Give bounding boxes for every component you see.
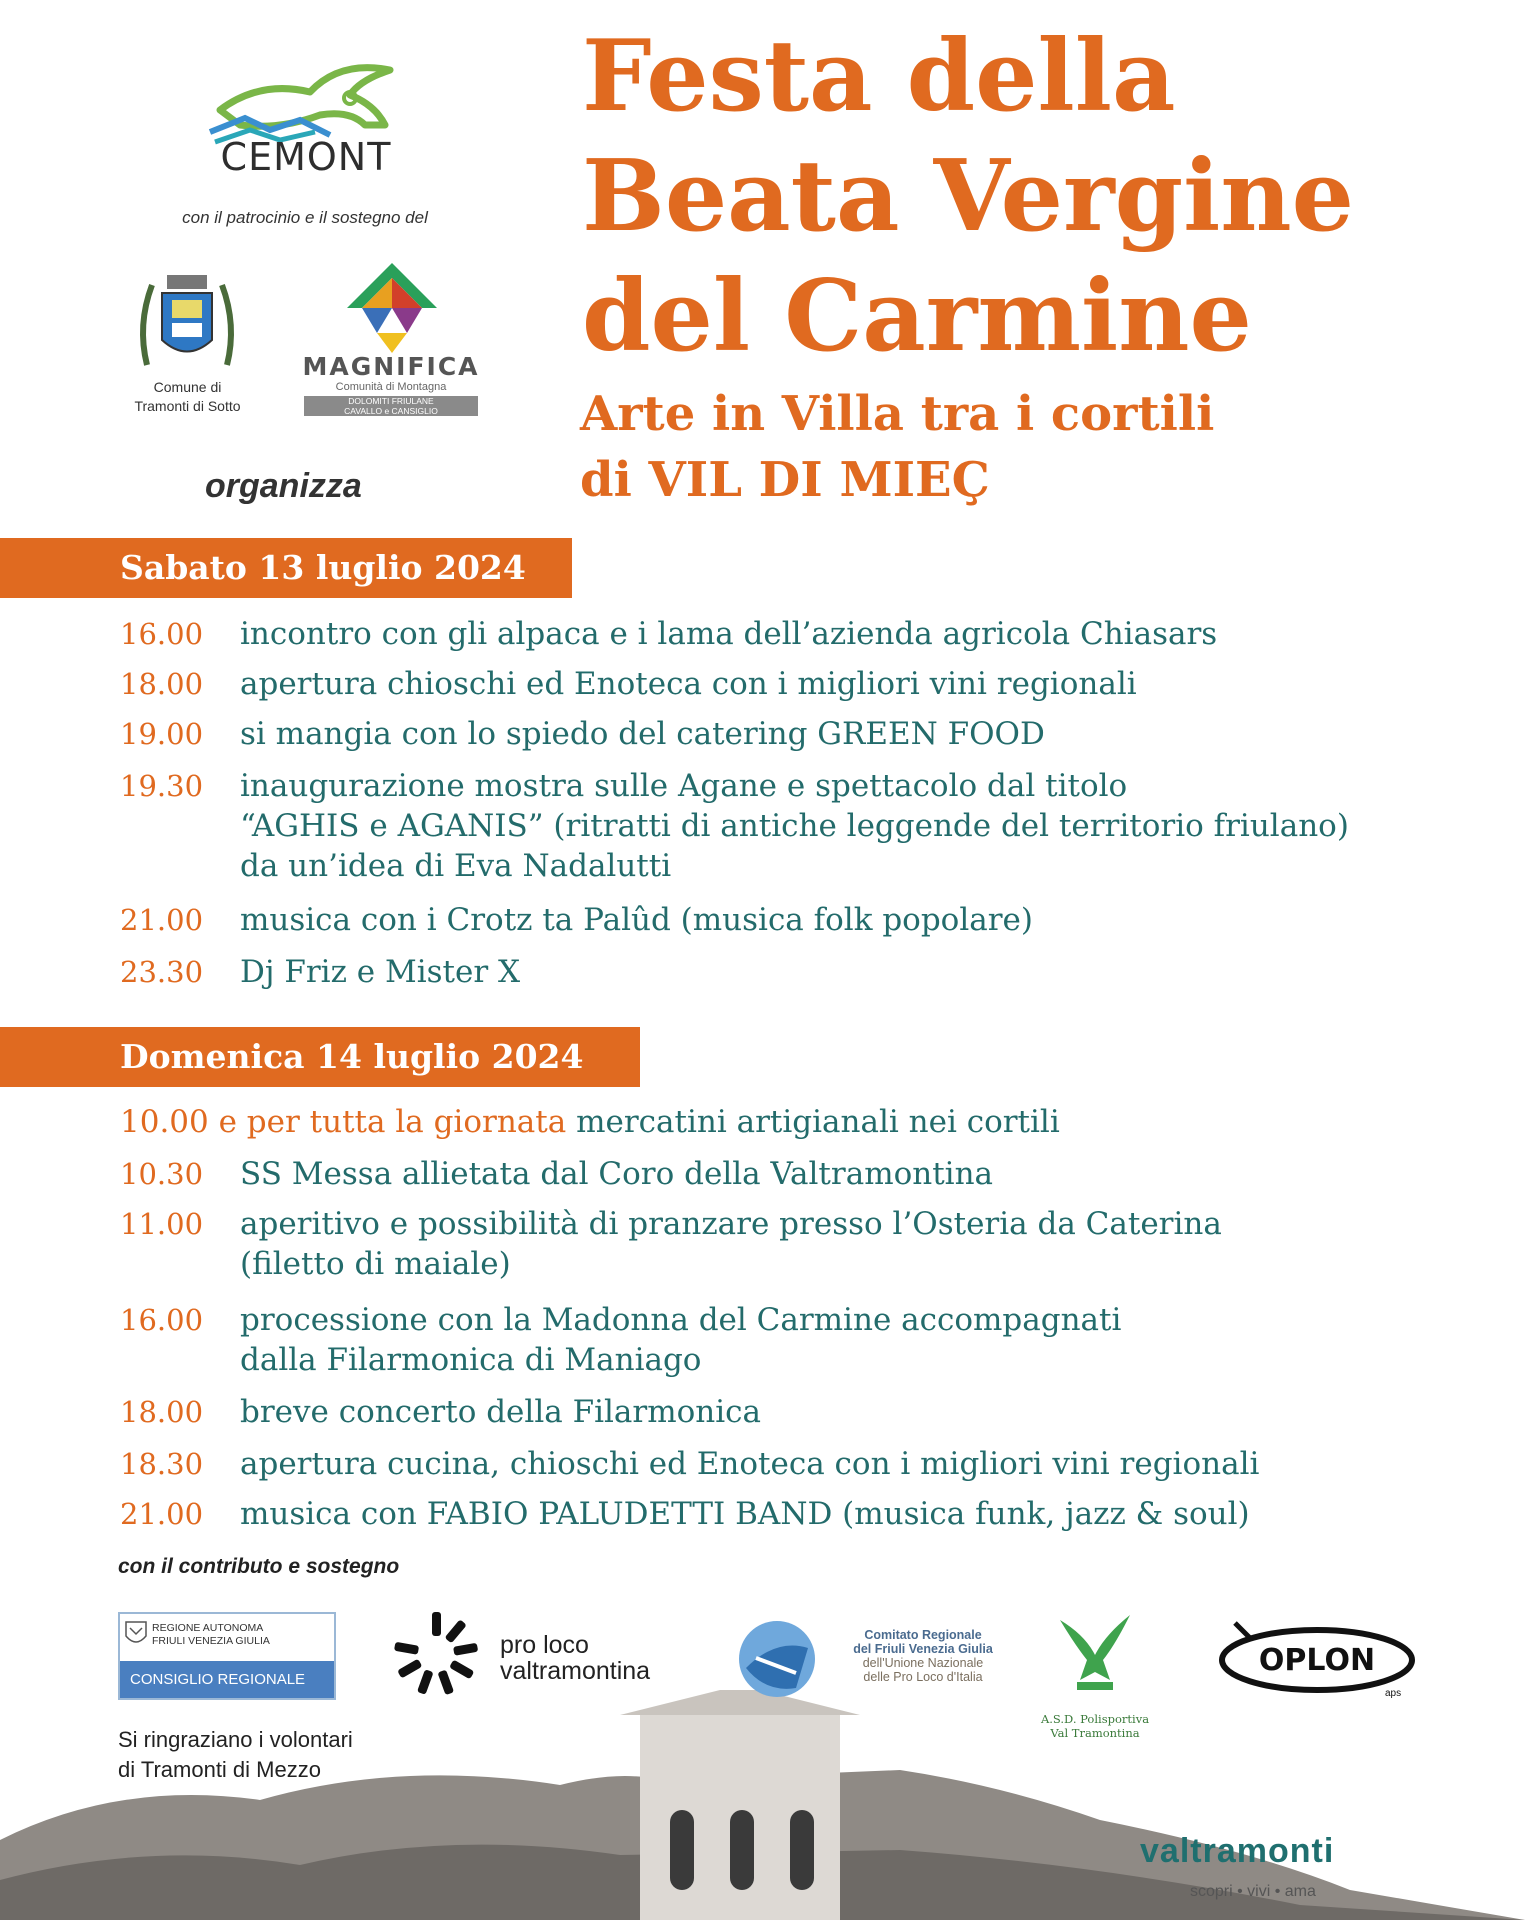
event-desc: SS Messa allietata dal Coro della Valtramontina bbox=[240, 1156, 994, 1192]
magnifica-bar-line: DOLOMITI FRIULANE bbox=[348, 396, 434, 406]
event-desc: processione con la Madonna del Carmine accompagnati bbox=[240, 1302, 1122, 1338]
day-banner-sunday: Domenica 14 luglio 2024 bbox=[0, 1027, 640, 1087]
proloco-burst-icon bbox=[392, 1610, 480, 1698]
thanks-line: Si ringraziano i volontari bbox=[118, 1727, 353, 1752]
event-time: 19.30 bbox=[120, 769, 204, 803]
organizza-label: organizza bbox=[205, 467, 362, 505]
event-desc: dalla Filarmonica di Maniago bbox=[240, 1342, 702, 1378]
comune-label bbox=[100, 378, 275, 416]
title-line-2: Beata Vergine bbox=[582, 139, 1354, 254]
comitato-text bbox=[828, 1628, 1018, 1684]
magnifica-logo-icon bbox=[342, 258, 442, 358]
oplon-aps: aps bbox=[1385, 1688, 1402, 1698]
cemont-name: CEMONT bbox=[220, 135, 392, 179]
event-desc: breve concerto della Filarmonica bbox=[240, 1394, 761, 1430]
cemont-hare-logo bbox=[200, 40, 410, 150]
event-time: 21.00 bbox=[120, 1497, 204, 1531]
event-time-range: 10.00 e per tutta la giornata bbox=[120, 1104, 567, 1140]
event-time: 16.00 bbox=[120, 1303, 204, 1337]
valtramonti-wordmark: valtramonti bbox=[1140, 1832, 1335, 1870]
subtitle-line-1: Arte in Villa tra i cortili bbox=[580, 386, 1215, 442]
event-time: 23.30 bbox=[120, 955, 204, 989]
proloco-text bbox=[500, 1632, 650, 1684]
valtramonti-tagline: scopri • vivi • ama bbox=[1190, 1883, 1316, 1900]
thanks-text bbox=[118, 1725, 353, 1785]
comune-label-line: Tramonti di Sotto bbox=[134, 398, 241, 414]
event-first-line bbox=[120, 1102, 1060, 1142]
event-desc: mercatini artigianali nei cortili bbox=[576, 1104, 1060, 1140]
event-desc: musica con FABIO PALUDETTI BAND (musica funk, jazz & soul) bbox=[240, 1496, 1250, 1532]
event-desc: apertura cucina, chioschi ed Enoteca con i migliori vini regionali bbox=[240, 1446, 1260, 1482]
event-desc: Dj Friz e Mister X bbox=[240, 954, 521, 990]
magnifica-bar-line: CAVALLO e CANSIGLIO bbox=[344, 406, 438, 416]
event-time: 11.00 bbox=[120, 1207, 204, 1241]
polisportiva-line: A.S.D. Polisportiva bbox=[1040, 1712, 1150, 1726]
regione-line: FRIULI VENEZIA GIULIA bbox=[152, 1635, 270, 1647]
event-time: 19.00 bbox=[120, 717, 204, 751]
event-time: 18.00 bbox=[120, 667, 204, 701]
day-banner-saturday: Sabato 13 luglio 2024 bbox=[0, 538, 572, 598]
comune-label-line: Comune di bbox=[153, 379, 222, 395]
polisportiva-eagle-icon bbox=[1055, 1610, 1135, 1695]
title-line-1: Festa della bbox=[582, 19, 1176, 134]
magnifica-sub: Comunità di Montagna bbox=[335, 381, 447, 393]
subtitle-line-2: di VIL DI MIEÇ bbox=[580, 452, 990, 508]
event-time: 16.00 bbox=[120, 617, 204, 651]
comitato-line: dell'Unione Nazionale bbox=[862, 1656, 984, 1670]
event-time: 10.30 bbox=[120, 1157, 204, 1191]
event-desc: apertura chioschi ed Enoteca con i migliori vini regionali bbox=[240, 666, 1137, 702]
comune-crest-icon bbox=[132, 265, 242, 375]
proloco-line: valtramontina bbox=[500, 1657, 651, 1685]
polisportiva-line: Val Tramontina bbox=[1050, 1726, 1140, 1740]
patronage-text: con il patrocinio e il sostegno del bbox=[182, 208, 428, 227]
comitato-globe-icon bbox=[736, 1618, 818, 1700]
regione-line: REGIONE AUTONOMA bbox=[152, 1622, 264, 1634]
comitato-line: Comitato Regionale bbox=[864, 1628, 982, 1642]
event-desc: aperitivo e possibilità di pranzare presso l’Osteria da Caterina bbox=[240, 1206, 1222, 1242]
event-desc: incontro con gli alpaca e i lama dell’azienda agricola Chiasars bbox=[240, 616, 1218, 652]
regione-band: CONSIGLIO REGIONALE bbox=[120, 1661, 334, 1698]
event-desc: musica con i Crotz ta Palûd (musica folk popolare) bbox=[240, 902, 1033, 938]
event-time: 18.00 bbox=[120, 1395, 204, 1429]
event-desc: “AGHIS e AGANIS” (ritratti di antiche leggende del territorio friulano) bbox=[240, 808, 1349, 844]
comitato-line: del Friuli Venezia Giulia bbox=[853, 1642, 993, 1656]
regione-text bbox=[152, 1622, 270, 1648]
comitato-line: delle Pro Loco d'Italia bbox=[863, 1670, 983, 1684]
event-time: 21.00 bbox=[120, 903, 204, 937]
eagle-crest-icon bbox=[124, 1618, 148, 1648]
oplon-logo bbox=[1215, 1618, 1420, 1698]
event-desc: (filetto di maiale) bbox=[240, 1246, 511, 1282]
event-desc: inaugurazione mostra sulle Agane e spettacolo dal titolo bbox=[240, 768, 1128, 804]
polisportiva-text bbox=[1020, 1712, 1170, 1740]
contributo-label: con il contributo e sostegno bbox=[118, 1555, 400, 1578]
proloco-line: pro loco bbox=[500, 1631, 589, 1659]
title-line-3: del Carmine bbox=[582, 259, 1252, 374]
event-desc: si mangia con lo spiedo del catering GREEN FOOD bbox=[240, 716, 1045, 752]
event-time: 18.30 bbox=[120, 1447, 204, 1481]
event-desc: da un’idea di Eva Nadalutti bbox=[240, 848, 672, 884]
magnifica-bar bbox=[304, 396, 478, 416]
thanks-line: di Tramonti di Mezzo bbox=[118, 1757, 321, 1782]
magnifica-name: MAGNIFICA bbox=[302, 352, 480, 381]
oplon-wordmark: OPLON bbox=[1258, 1643, 1376, 1678]
